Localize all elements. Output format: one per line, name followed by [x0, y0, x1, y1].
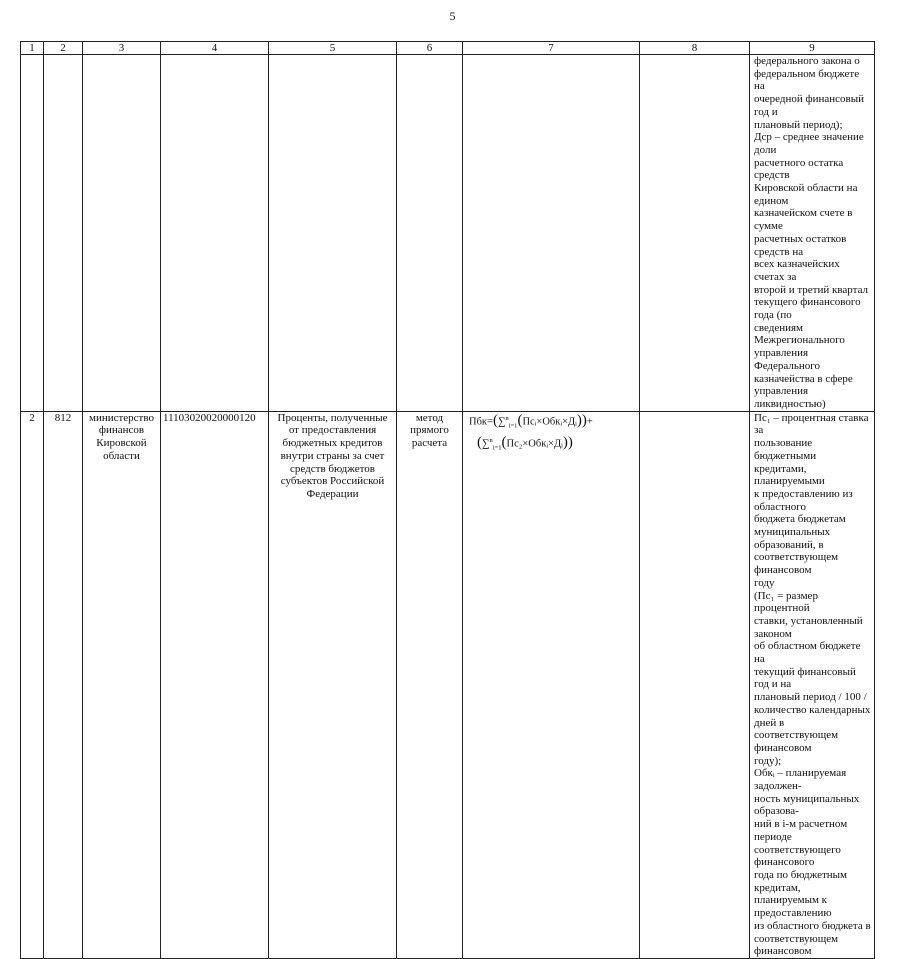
- col-number: 2: [44, 42, 83, 55]
- sum-sign: ∑: [482, 438, 490, 450]
- formula-lhs: Пбк=: [469, 416, 493, 428]
- table-row: [21, 55, 875, 412]
- budget-code: 11103020020000120: [161, 411, 269, 958]
- col-number: 7: [463, 42, 640, 55]
- col-number: 3: [83, 42, 161, 55]
- revenue-name: Проценты, полученные от предоставления бюджетных кредитов внутри страны за счет средств бюджетов субъектов Российской Федерации: [269, 411, 397, 958]
- formula-cell: Пбк=(∑$^n_{i=1}$(Псᵢ×Обкᵢ×Дᵢ))+ (∑$^n_{i=1}$(Пс₂×Обкᵢ×Дᵢ)): [463, 411, 640, 958]
- administrator-name: министерство финансов Кировской области: [83, 411, 161, 958]
- page-number: 5: [449, 9, 456, 23]
- col-number: 8: [640, 42, 750, 55]
- table-row: [21, 411, 875, 958]
- definitions-cell: федерального закона о федеральном бюджете на очередной финансовый год и плановый период); Дср – среднее значение доли расчетного остатка средств Кировской области на едином казначейском счете в сумме расчетных остатков средств на всех казначейских счетах за второй и третий квартал текущего финансового года (по сведениям Межрегионального управления Федерального казначейства в сфере управления ликвидностью): [750, 55, 875, 412]
- col-number: 4: [161, 42, 269, 55]
- col-number: 1: [21, 42, 44, 55]
- col-number: 9: [750, 42, 875, 55]
- calculation-method: метод прямого расчета: [397, 411, 463, 958]
- sum-sign: ∑: [497, 416, 506, 428]
- col-number: 5: [269, 42, 397, 55]
- row-number: 2: [21, 411, 44, 958]
- column-numbers-row: [21, 42, 875, 55]
- col-number: 6: [397, 42, 463, 55]
- formula-term: Пс₂×Обкᵢ×Дᵢ: [506, 438, 563, 450]
- definitions-cell: Пс₁ – процентная ставка за пользование бюджетными кредитами, планируемыми к предоставлению из областного бюджета бюджетам муниципальных образований, в соответствующем финансовом году (Пс₁ = размер процентной ставки, установленный законом об областном бюджете на текущий финансовый год и на плановый период / 100 / количество календарных дней в соответствующем финансовом году); Обкᵢ – планируемая задолжен- ность муниципальных образова- ний в i-м расчетном периоде соответствующего финансового года по бюджетным кредитам, планируемым к предоставлению из областного бюджета в соответствующем финансовом: [750, 411, 875, 958]
- admin-code: 812: [44, 411, 83, 958]
- revenue-methodology-table: [20, 41, 875, 959]
- formula-term: Псᵢ×Обкᵢ×Дᵢ: [522, 416, 577, 428]
